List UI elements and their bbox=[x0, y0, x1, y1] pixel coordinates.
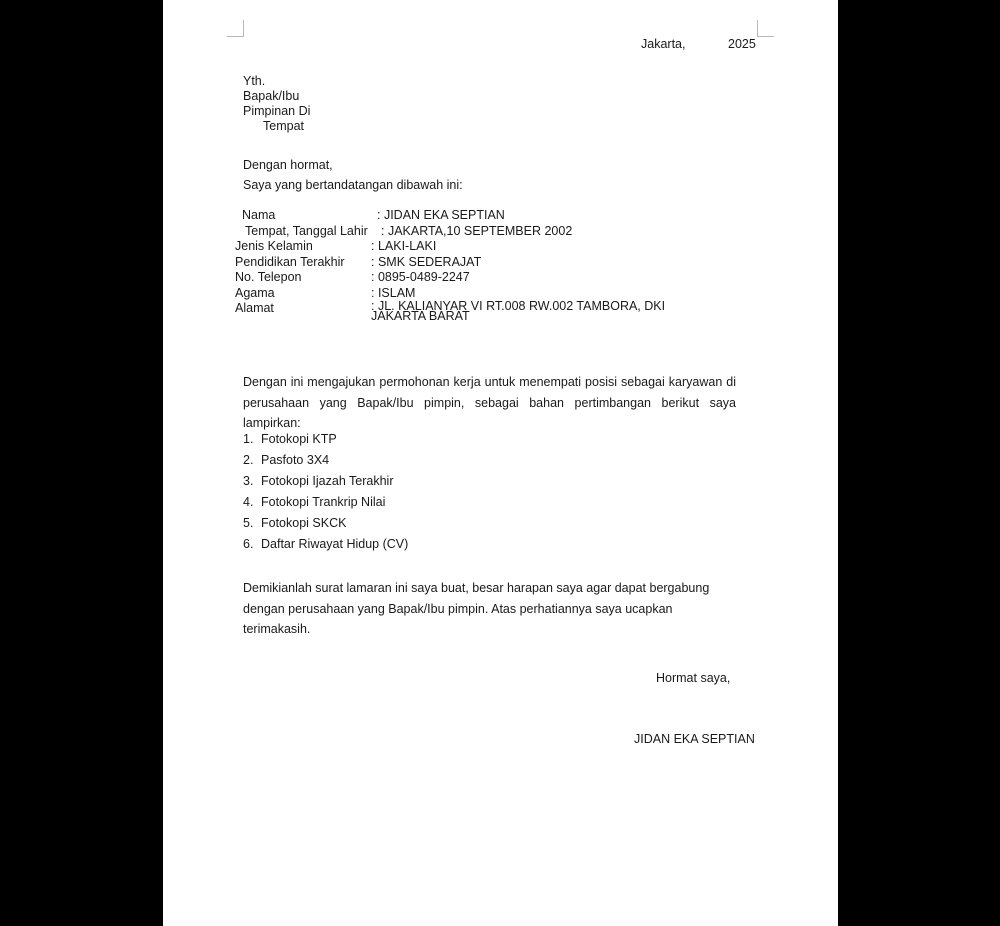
body-paragraph: Dengan ini mengajukan permohonan kerja untuk menempati posisi sebagai karyawan di perusahaan yang Bapak/Ibu pimpin, sebagai bahan pertimbangan berikut saya lampirkan: bbox=[243, 375, 736, 430]
list-text: Pasfoto 3X4 bbox=[261, 453, 330, 467]
identity-label: No. Telepon bbox=[235, 270, 302, 284]
list-text: Fotokopi Ijazah Terakhir bbox=[261, 474, 394, 488]
identity-label: Nama bbox=[242, 208, 276, 222]
identity-label: Agama bbox=[235, 285, 275, 300]
recipient-line: Bapak/Ibu bbox=[243, 89, 300, 103]
list-text: Fotokopi KTP bbox=[261, 432, 337, 446]
identity-label: Jenis Kelamin bbox=[235, 239, 313, 253]
list-number: 3. bbox=[243, 474, 254, 488]
recipient-line: Pimpinan Di bbox=[243, 104, 311, 118]
closing-salutation: Hormat saya, bbox=[656, 671, 731, 685]
margin-corner-top-left bbox=[227, 20, 244, 37]
recipient-line: Tempat bbox=[263, 119, 304, 133]
identity-value: : JL. KALIANYAR VI RT.008 RW.002 TAMBORA, DKI JAKARTA BARAT bbox=[371, 299, 666, 323]
list-number: 6. bbox=[243, 537, 254, 551]
list-text: Daftar Riwayat Hidup (CV) bbox=[261, 537, 409, 551]
attachment-list bbox=[243, 429, 408, 555]
signer-name: JIDAN EKA SEPTIAN bbox=[634, 732, 755, 746]
identity-value: : ISLAM bbox=[371, 285, 416, 300]
list-item bbox=[243, 471, 408, 492]
list-item bbox=[243, 450, 408, 471]
list-number: 5. bbox=[243, 516, 254, 530]
recipient-address bbox=[243, 74, 310, 134]
identity-value: : JAKARTA,10 SEPTEMBER 2002 bbox=[381, 223, 573, 238]
list-number: 2. bbox=[243, 453, 254, 467]
identity-label: Alamat bbox=[235, 301, 274, 315]
identity-value: : JIDAN EKA SEPTIAN bbox=[377, 208, 505, 222]
list-item bbox=[243, 534, 408, 555]
list-number: 4. bbox=[243, 495, 254, 509]
list-item bbox=[243, 429, 408, 450]
list-item bbox=[243, 513, 408, 534]
closing-paragraph: Demikianlah surat lamaran ini saya buat, besar harapan saya agar dapat bergabung dengan perusahaan yang Bapak/Ibu pimpin. Atas perhatiannya saya ucapkan terimakasih. bbox=[243, 581, 710, 636]
list-item bbox=[243, 492, 408, 513]
recipient-line: Yth. bbox=[243, 74, 266, 88]
identity-value: : 0895-0489-2247 bbox=[371, 270, 470, 284]
identity-label: Pendidikan Terakhir bbox=[235, 254, 345, 269]
letter-date-year: 2025 bbox=[728, 37, 756, 51]
list-text: Fotokopi Trankrip Nilai bbox=[261, 495, 386, 509]
margin-corner-top-right bbox=[757, 20, 774, 37]
document-page bbox=[163, 0, 838, 926]
intro-line: Saya yang bertandatangan dibawah ini: bbox=[243, 178, 463, 192]
letter-date-city: Jakarta, bbox=[641, 37, 686, 51]
list-text: Fotokopi SKCK bbox=[261, 516, 347, 530]
greeting-block bbox=[243, 158, 463, 198]
identity-label: Tempat, Tanggal Lahir bbox=[245, 223, 368, 238]
identity-value: : LAKI-LAKI bbox=[371, 239, 437, 253]
greeting: Dengan hormat, bbox=[243, 158, 333, 172]
list-number: 1. bbox=[243, 432, 254, 446]
identity-value: : SMK SEDERAJAT bbox=[371, 254, 482, 269]
